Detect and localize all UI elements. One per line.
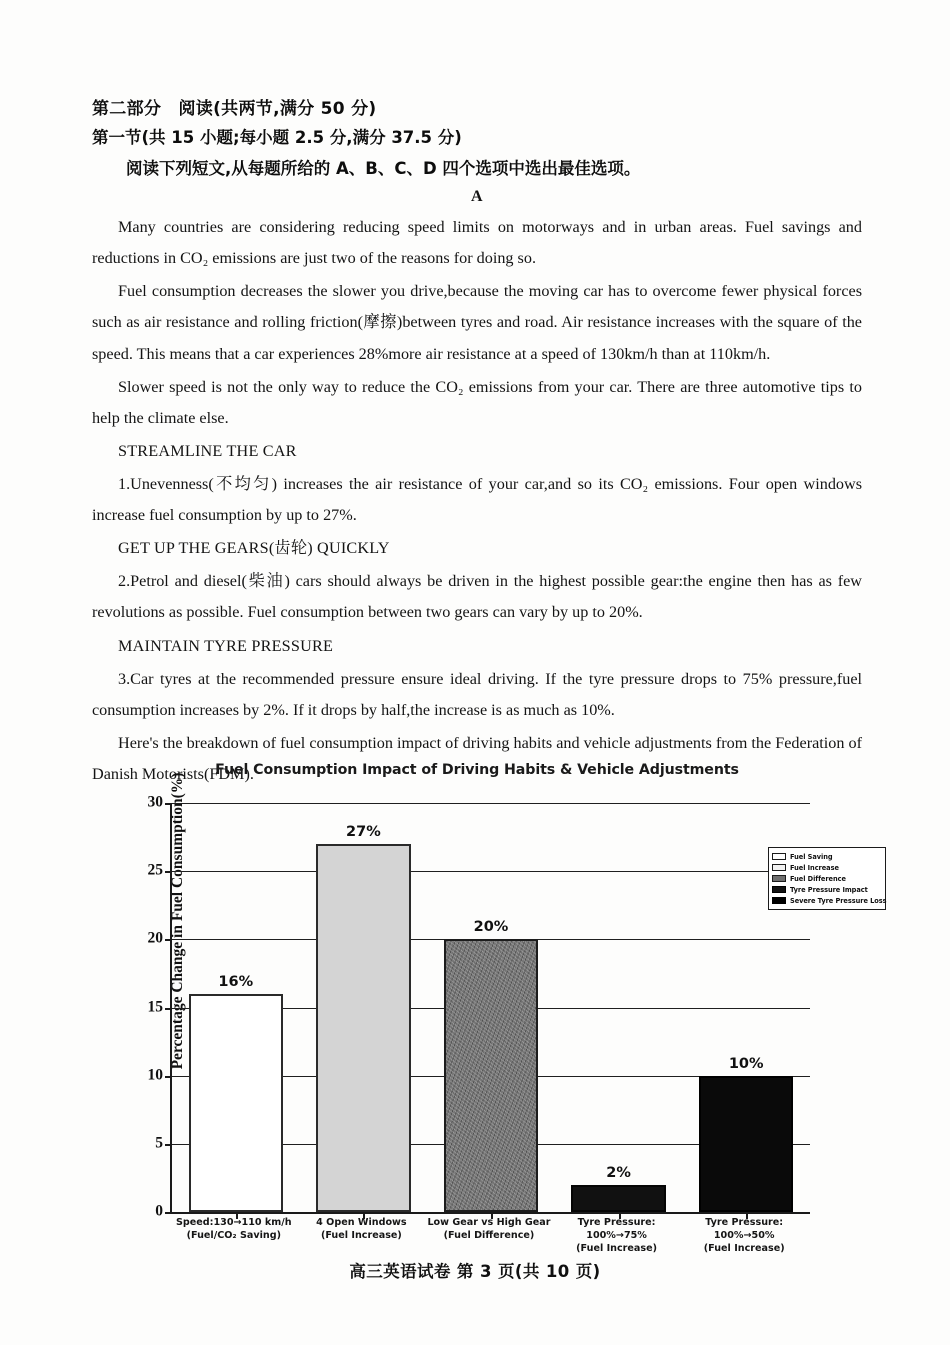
subheading-get-up-the-gears: GET UP THE GEARS(齿轮) QUICKLY	[118, 539, 390, 558]
x-axis-label	[553, 1217, 681, 1256]
part-title: 第二部分 阅读(共两节,满分 50 分)	[92, 99, 377, 119]
y-tick-label: 10	[147, 1066, 163, 1084]
x-axis-label	[298, 1217, 426, 1243]
bar-value-label: 2%	[606, 1164, 631, 1181]
chart-bar	[571, 1164, 665, 1212]
bar-value-label: 10%	[728, 1055, 764, 1072]
x-axis-label-line2: (Fuel Increase)	[703, 1242, 785, 1254]
chart-x-axis-labels	[170, 1217, 808, 1257]
chart-bar	[189, 973, 283, 1212]
chart-bars-group	[172, 803, 810, 1212]
legend-row	[772, 873, 881, 884]
legend-row	[772, 895, 887, 906]
chart-title: Fuel Consumption Impact of Driving Habits & Vehicle Adjustments	[215, 762, 739, 778]
y-tick-label: 0	[155, 1202, 163, 1220]
legend-row	[772, 862, 881, 873]
x-axis-label	[680, 1217, 808, 1256]
chart-y-axis-label: Percentage Change in Fuel Consumption(%)	[169, 772, 186, 1070]
bar-value-label: 20%	[473, 919, 509, 936]
legend-swatch-icon	[772, 864, 786, 871]
y-tick-mark	[165, 1076, 172, 1078]
chart-bar	[699, 1055, 793, 1212]
y-tick-mark	[165, 1212, 172, 1214]
legend-label: Fuel Saving	[790, 852, 833, 861]
x-axis-label-line1: 4 Open Windows	[316, 1217, 407, 1228]
x-axis-label-line2: (Fuel Difference)	[443, 1229, 535, 1241]
bar-value-label: 16%	[218, 973, 254, 990]
passage-letter: A	[470, 188, 484, 206]
chart-legend	[768, 847, 886, 910]
paragraph-3: Slower speed is not the only way to reduce the CO₂ emissions from your car. There are three automotive tips to help the climate else.	[92, 377, 862, 427]
y-tick-mark	[165, 1008, 172, 1010]
legend-row	[772, 884, 881, 895]
x-axis-label-line1: Tyre Pressure: 100%→50%	[705, 1217, 784, 1241]
section-instruction: 阅读下列短文,从每题所给的 A、B、C、D 四个选项中选出最佳选项。	[126, 158, 641, 178]
legend-label: Tyre Pressure Impact	[790, 885, 868, 894]
x-axis-label-line1: Tyre Pressure: 100%→75%	[577, 1217, 656, 1241]
y-tick-label: 15	[147, 998, 163, 1016]
page-footer: 高三英语试卷 第 3 页(共 10 页)	[349, 1262, 601, 1281]
legend-label: Fuel Difference	[790, 874, 846, 883]
legend-swatch-icon	[772, 875, 786, 882]
section-title: 第一节(共 15 小题;每小题 2.5 分,满分 37.5 分)	[92, 128, 462, 148]
legend-label: Severe Tyre Pressure Loss	[790, 896, 887, 905]
paragraph-6: 3.Car tyres at the recommended pressure ensure ideal driving. If the tyre pressure drops to 75% pressure,fuel consumption increases by 2%. If it drops by half,the increase is as much as 10%.	[92, 669, 862, 719]
paragraph-7: Here's the breakdown of fuel consumption impact of driving habits and vehicle adjustments from the Federation of Danish Motorists(FDM).	[92, 733, 862, 783]
y-tick-label: 30	[147, 793, 163, 811]
paragraph-2: Fuel consumption decreases the slower you drive,because the moving car has to overcome fewer physical forces such as air resistance and rolling friction(摩擦)between tyres and road. Air resistance increases with the square of the speed. This means that a car experiences 28%more air resistance at a speed of 130km/h than at 110km/h.	[92, 282, 862, 363]
legend-swatch-icon	[772, 853, 786, 860]
fuel-consumption-bar-chart	[92, 762, 887, 1262]
y-tick-mark	[165, 871, 172, 873]
y-tick-mark	[165, 803, 172, 805]
y-tick-label: 25	[147, 861, 163, 879]
paragraph-5: 2.Petrol and diesel(柴油) cars should always be driven in the highest possible gear:the engine then has as few revolutions as possible. Fuel consumption between two gears can vary by up to 20%.	[92, 572, 862, 622]
x-axis-label-line2: (Fuel Increase)	[576, 1242, 657, 1254]
subheading-streamline-the-car: STREAMLINE THE CAR	[118, 441, 297, 460]
y-tick-label: 5	[155, 1134, 163, 1152]
legend-swatch-icon	[772, 886, 786, 893]
passage-text-block	[92, 96, 862, 792]
bar-value-label: 27%	[346, 823, 381, 840]
paragraph-4: 1.Unevenness(不均匀) increases the air resistance of your car,and so its CO₂ emissions. Four open windows increase fuel consumption by up to 27%.	[92, 475, 862, 525]
y-tick-label: 20	[147, 929, 163, 947]
chart-plot-area	[147, 793, 887, 1220]
legend-label: Fuel Increase	[790, 863, 839, 872]
chart-bar	[316, 823, 410, 1212]
x-axis-label-line1: Speed:130→110 km/h	[175, 1217, 292, 1228]
x-axis-label-line2: (Fuel/CO₂ Saving)	[186, 1229, 281, 1241]
subheading-maintain-tyre-pressure: MAINTAIN TYRE PRESSURE	[118, 636, 334, 655]
paragraph-1: Many countries are considering reducing speed limits on motorways and in urban areas. Fuel savings and reductions in CO₂ emissions are just two of the reasons for doing so.	[92, 218, 862, 268]
chart-bar	[444, 919, 538, 1212]
legend-row	[772, 851, 881, 862]
x-axis-label-line1: Low Gear vs High Gear	[427, 1217, 551, 1228]
x-axis-label	[425, 1217, 553, 1243]
y-tick-mark	[165, 1144, 172, 1146]
legend-swatch-icon	[772, 897, 786, 904]
y-tick-mark	[165, 939, 172, 941]
x-axis-label-line2: (Fuel Increase)	[320, 1229, 402, 1241]
x-axis-label	[170, 1217, 298, 1243]
